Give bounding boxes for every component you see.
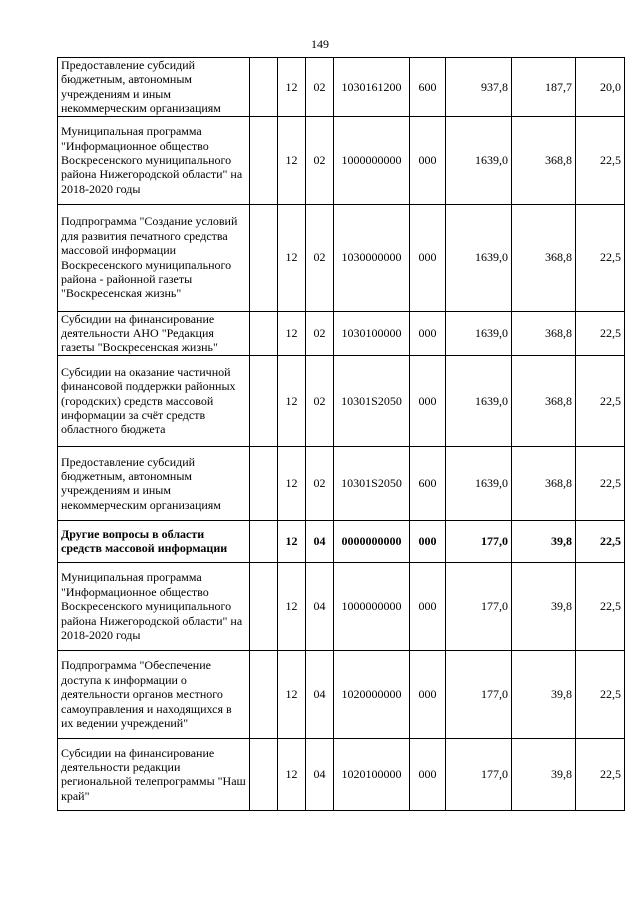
plan-amount-cell: 1639,0 [446, 446, 512, 520]
section-cell: 12 [278, 520, 306, 562]
percent-cell: 20,0 [576, 58, 625, 117]
empty-cell [250, 58, 278, 117]
subsection-cell: 02 [306, 446, 334, 520]
empty-cell [250, 204, 278, 311]
percent-cell: 22,5 [576, 562, 625, 650]
plan-amount-cell: 177,0 [446, 520, 512, 562]
subsection-cell: 04 [306, 650, 334, 738]
target-article-cell: 1020000000 [334, 650, 410, 738]
table-row [58, 311, 625, 355]
empty-cell [250, 116, 278, 204]
plan-amount-cell: 1639,0 [446, 311, 512, 355]
row-name-cell: Предоставление субсидий бюджетным, автономным учреждениям и иным некоммерческим организациям [58, 446, 250, 520]
plan-amount-cell: 177,0 [446, 650, 512, 738]
empty-cell [250, 446, 278, 520]
page-number: 149 [311, 37, 329, 51]
row-name-cell: Муниципальная программа "Информационное общество Воскресенского муниципального района Нижегородской области" на 2018-2020 годы [58, 562, 250, 650]
percent-cell: 22,5 [576, 520, 625, 562]
expense-type-cell: 000 [410, 116, 446, 204]
target-article-cell: 1030000000 [334, 204, 410, 311]
empty-cell [250, 355, 278, 446]
actual-amount-cell: 39,8 [512, 520, 576, 562]
percent-cell: 22,5 [576, 446, 625, 520]
percent-cell: 22,5 [576, 116, 625, 204]
expense-type-cell: 000 [410, 311, 446, 355]
empty-cell [250, 520, 278, 562]
subsection-cell: 02 [306, 116, 334, 204]
table-row [58, 562, 625, 650]
empty-cell [250, 738, 278, 810]
table-row [58, 355, 625, 446]
section-cell: 12 [278, 204, 306, 311]
row-name-cell: Муниципальная программа "Информационное общество Воскресенского муниципального района Нижегородской области" на 2018-2020 годы [58, 116, 250, 204]
section-cell: 12 [278, 311, 306, 355]
actual-amount-cell: 39,8 [512, 738, 576, 810]
target-article-cell: 1020100000 [334, 738, 410, 810]
empty-cell [250, 311, 278, 355]
table-row [58, 446, 625, 520]
budget-table [57, 57, 625, 811]
row-name-cell: Субсидии на оказание частичной финансовой поддержки районных (городских) средств массовой информации за счёт средств областного бюджета [58, 355, 250, 446]
percent-cell: 22,5 [576, 311, 625, 355]
expense-type-cell: 000 [410, 204, 446, 311]
target-article-cell: 10301S2050 [334, 355, 410, 446]
subsection-cell: 02 [306, 58, 334, 117]
section-cell: 12 [278, 562, 306, 650]
plan-amount-cell: 1639,0 [446, 355, 512, 446]
plan-amount-cell: 177,0 [446, 562, 512, 650]
subsection-cell: 04 [306, 520, 334, 562]
section-cell: 12 [278, 58, 306, 117]
target-article-cell: 10301S2050 [334, 446, 410, 520]
section-cell: 12 [278, 355, 306, 446]
table-row [58, 738, 625, 810]
subsection-cell: 02 [306, 355, 334, 446]
section-cell: 12 [278, 738, 306, 810]
actual-amount-cell: 39,8 [512, 650, 576, 738]
actual-amount-cell: 368,8 [512, 355, 576, 446]
percent-cell: 22,5 [576, 650, 625, 738]
subsection-cell: 02 [306, 204, 334, 311]
target-article-cell: 0000000000 [334, 520, 410, 562]
row-name-cell: Субсидии на финансирование деятельности редакции региональной телепрограммы "Наш край" [58, 738, 250, 810]
expense-type-cell: 000 [410, 355, 446, 446]
plan-amount-cell: 1639,0 [446, 116, 512, 204]
section-cell: 12 [278, 650, 306, 738]
table-row [58, 58, 625, 117]
table-row [58, 204, 625, 311]
actual-amount-cell: 368,8 [512, 204, 576, 311]
plan-amount-cell: 1639,0 [446, 204, 512, 311]
expense-type-cell: 600 [410, 58, 446, 117]
percent-cell: 22,5 [576, 738, 625, 810]
subsection-cell: 04 [306, 562, 334, 650]
target-article-cell: 1000000000 [334, 116, 410, 204]
actual-amount-cell: 187,7 [512, 58, 576, 117]
expense-type-cell: 000 [410, 520, 446, 562]
section-cell: 12 [278, 446, 306, 520]
empty-cell [250, 650, 278, 738]
percent-cell: 22,5 [576, 204, 625, 311]
actual-amount-cell: 368,8 [512, 311, 576, 355]
target-article-cell: 1030100000 [334, 311, 410, 355]
table-row [58, 650, 625, 738]
table-row [58, 116, 625, 204]
row-name-cell: Подпрограмма "Обеспечение доступа к информации о деятельности органов местного самоуправления и находящихся в их ведении учреждений" [58, 650, 250, 738]
row-name-cell: Предоставление субсидий бюджетным, автономным учреждениям и иным некоммерческим организациям [58, 58, 250, 117]
expense-type-cell: 000 [410, 562, 446, 650]
empty-cell [250, 562, 278, 650]
plan-amount-cell: 177,0 [446, 738, 512, 810]
table-row [58, 520, 625, 562]
percent-cell: 22,5 [576, 355, 625, 446]
table-body [58, 58, 625, 811]
section-cell: 12 [278, 116, 306, 204]
target-article-cell: 1030161200 [334, 58, 410, 117]
actual-amount-cell: 368,8 [512, 116, 576, 204]
target-article-cell: 1000000000 [334, 562, 410, 650]
expense-type-cell: 000 [410, 738, 446, 810]
actual-amount-cell: 39,8 [512, 562, 576, 650]
actual-amount-cell: 368,8 [512, 446, 576, 520]
row-name-cell: Подпрограмма "Создание условий для развития печатного средства массовой информации Воскресенского муниципального района - районной газеты "Воскресенская жизнь" [58, 204, 250, 311]
expense-type-cell: 000 [410, 650, 446, 738]
row-name-cell: Субсидии на финансирование деятельности АНО "Редакция газеты "Воскресенская жизнь" [58, 311, 250, 355]
plan-amount-cell: 937,8 [446, 58, 512, 117]
row-name-cell: Другие вопросы в области средств массовой информации [58, 520, 250, 562]
expense-type-cell: 600 [410, 446, 446, 520]
subsection-cell: 02 [306, 311, 334, 355]
subsection-cell: 04 [306, 738, 334, 810]
